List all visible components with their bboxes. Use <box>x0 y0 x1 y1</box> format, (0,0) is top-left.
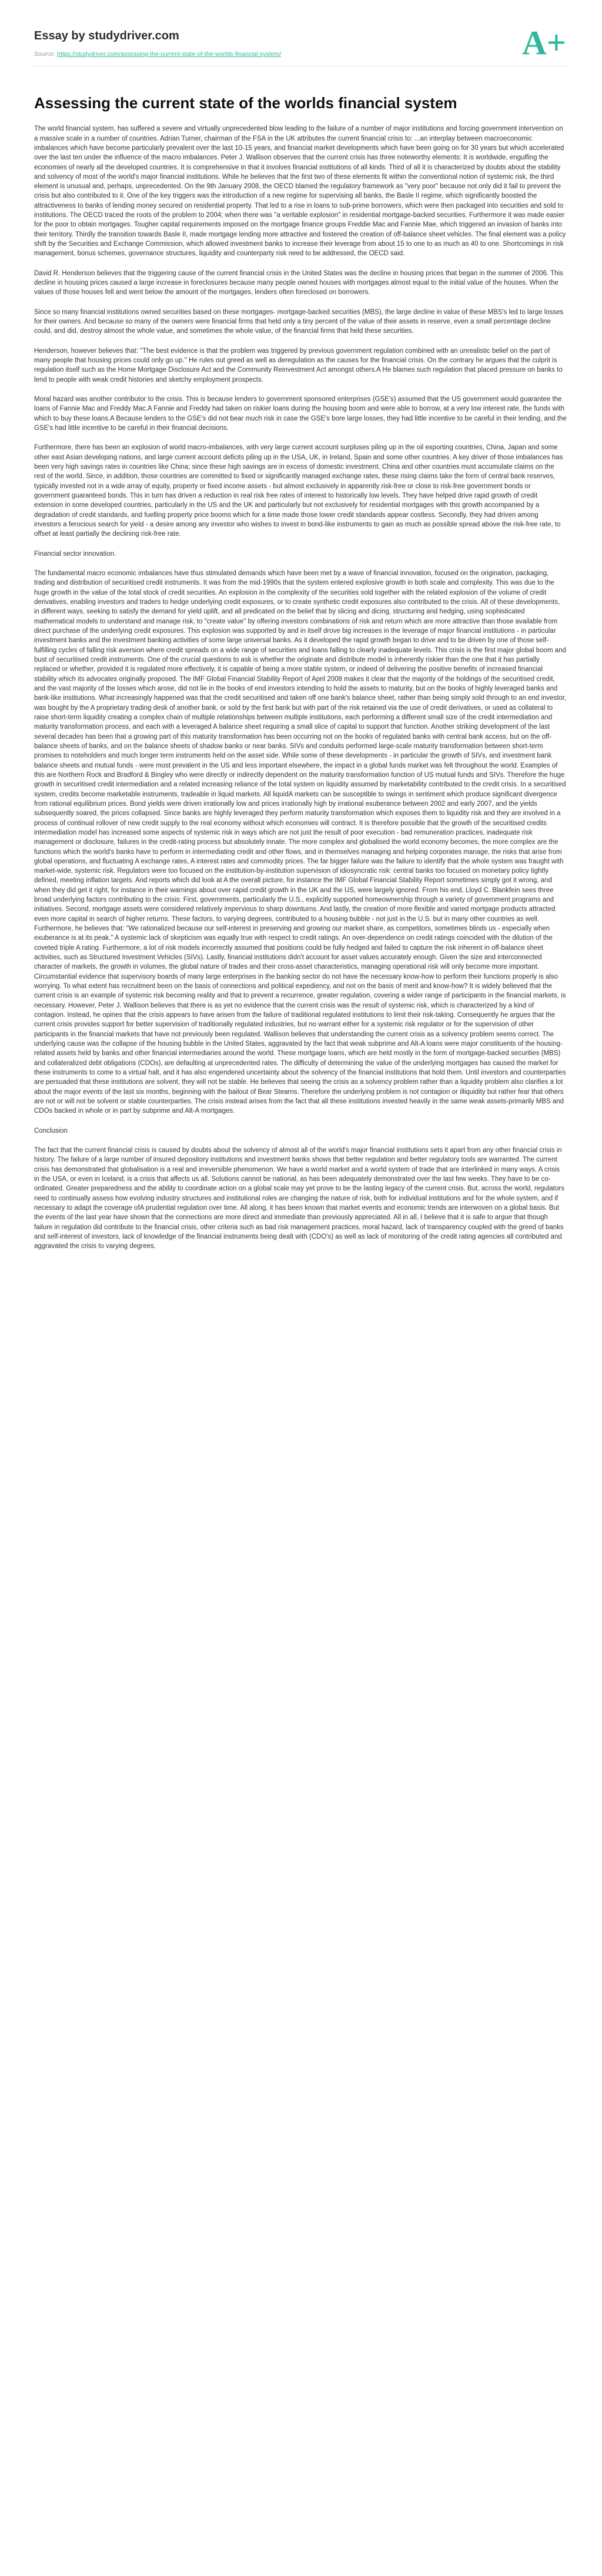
site-title: Essay by studydriver.com <box>34 29 179 42</box>
article-paragraph: Furthermore, there has been an explosion of world macro-imbalances, with very large current account surpluses piling up in the oil exporting countries, China, Japan and some other east Asian developing nations, and large current account deficits piling up in the USA, UK, in Ireland, Spain and some other countries. A key driver of those imbalances has been very high savings rates in countries like China; since these high savings are in excess of domestic investment, China and other countries must accumulate claims on the rest of the world. Since, in addition, those countries are committed to fixed or significantly managed exchange rates, these rising claims take the form of central bank reserves, typically invested not in a wide array of equity, property or fixed income assets - but almost exclusively in apparently risk-free or close to risk-free government bonds or government guaranteed bonds. This in turn has driven a reduction in real risk free rates of interest to historically low levels. They have helped drive rapid growth of credit extension in some developed countries, particularly in the US and the UK and particularly but not exclusively for residential mortgages with this growth accompanied by a degradation of credit standards, and fuelling property price booms which for a time made those lower credit standards appear costless. Secondly, they had driven among investors a ferocious search for yield - a desire among any investor who wishes to invest in bond-like instruments to gain as much as possible spread above the risk-free rate, to offset at least partially the declining risk-free rate. <box>34 444 563 538</box>
article-paragraph: The fact that the current financial crisis is caused by doubts about the solvency of almost all of the world's major financial institutions sets it apart from any other financial crisis in history. The failure of a large number of insured depository institutions and investment banks shows that better regulation and better regulatory tools are warranted. The current crisis has demonstrated that globalisation is a real and irreversible phenomenon. We have a world market and a world system of trade that are interlinked in many ways. A crisis in the USA, or even in Iceland, is a crisis that affects us all. Solutions cannot be national, as has been adequately demonstrated over the last few weeks. They have to be co-ordinated. Greater preparedness and the ability to coordinate action on a global scale may yet prove to be the lasting legacy of the current crisis. But, across the world, regulators need to continually assess how evolving industry structures and institutional roles are changing the nature of risk, both for individual institutions and for the whole system, and if necessary to adapt the coverage ofA prudential regulation over time. All along, it has been known that market events and economic trends are interwoven on a global basis. But the events of the last year have shown that the connections are more direct and immediate than previously appreciated. All in all, I believe that it is safe to argue that though failure in regulation did contribute to the financial crisis, other criteria such as bad risk management practices, moral hazard, lack of transparency coupled with the greed of banks and self-interest of investors, lack of knowledge of the financial instruments being dealt with (CDO's) as well as lack of monitoring of the credit rating agencies all contributed and aggravated the crisis to varying degrees. <box>34 1147 564 1250</box>
article <box>34 94 567 1262</box>
source-line <box>34 51 281 58</box>
article-paragraph: The fundamental macro economic imbalances have thus stimulated demands which have been met by a wave of financial innovation, focused on the origination, packaging, trading and distribution of securitised credit instruments. It was from the mid-1990s that the system entered explosive growth in both scale and complexity. This was due to the huge growth in the value of the total stock of credit securities. An explosion in the complexity of the securities sold together with the related explosion of the volume of credit derivatives, enabling investors and traders to hedge underlying credit exposures, or to create synthetic credit exposures also contributed to the crisis. All of these developments, in different ways, seeking to satisfy the demand for yield uplift, and all predicated on the belief that by slicing and dicing, structuring and hedging, using sophisticated mathematical models to understand and manage risk, to "create value" by offering investors combinations of risk and return which are more attractive than those available from direct purchase of the underlying credit exposures. This explosion was supported by and in itself drove big increases in the leverage of major financial institutions - in particular investment banks and the investment banking activities of some large universal banks. As it developed the rapid growth began to drive and to be driven by one of those self-fulfilling cycles of falling risk aversion where credit spreads on a wide range of securities and loans falling to clearly inadequate levels. This crisis is the first major global boom and bust of securitised credit instruments. One of the crucial questions to ask is whether the originate and distribute model is inherently riskier than the one that it has partially replaced or whether, provided it is regulated more effectively, it is capable of being a more stable system, or indeed of delivering the positive benefits of increased financial stability which its advocates originally proposed. The IMF Global Financial Stability Report of April 2008 makes it clear that the majority of the holdings of the securitised credit, and the vast majority of the losses which arose, did not lie in the books of end investors intending to hold the assets to maturity, but on the books of highly leveraged banks and bank-like institutions. What increasingly happened was that the credit securitised and taken off one bank's balance sheet, rather than being simply sold through to an end investor, was bought by the A proprietary trading desk of another bank, or sold by the first bank but with part of the risk retained via the use of credit derivatives, or used as collateral to raise short-term liquidity creating a complex chain of multiple relationships between multiple institutions, each performing a different small size of the credit intermediation and maturity transformation process, and each with a leveraged A balance sheet requiring a small slice of capital to support that function. Another striking development of the last several decades has been that a growing part of this maturity transformation has been occurring not on the books of regulated banks with central bank access, but on the off-balance sheets of banks, and on the balance sheets of shadow banks or near banks. SIVs and conduits performed large-scale maturity transformation between short-term promises to noteholders and much longer term instruments held on the asset side. While some of these developments - in particular the growth of SIVs, and investment bank balance sheets and mutual funds - were most prevalent in the US and less important elsewhere, the impact in a global funds market was felt throughout the world. Examples of this are Northern Rock and Bradford & Bingley who were directly or indirectly dependent on the maturity transformation function of US mutual funds and SIVs. Therefore the huge growth in securitised credit intermediation and a related increasing reliance of the total system on liquidity assumed by marketability contributed to the credit crisis. In a securitised system, credits become marketable instruments, tradeable in liquid markets. All liquidA markets can be susceptible to swings in sentiment which produce significant divergence from rational equilibrium prices. Bond yields were driven irrationally low and prices irrationally high by irrational exuberance between 2002 and early 2007, and the yields subsequently soared, the prices collapsed. Since banks are highly leveraged they perform maturity transformation which exposes them to liquidity risk and they are involved in a process of continual rollover of new credit supply to the real economy without which economies will contract. It is therefore possible that the growth of the securitised credits intermediation model has increased some aspects of systemic risk in ways which are not just the result of poor execution - bad remuneration practices, inadequate risk management or disclosure, failures in the credit-rating process but absolutely innate. The more complex and globalised the world economy becomes, the more complex are the functions which the world's banks have to perform in intermediating credit and other flows, and in themselves managing and helping corporates manage, the risks that arise from global operations, and fluctuating A exchange rates, A interest rates and commodity prices. The far bigger failure was the failure to identify that the whole system was fraught with market-wide, systemic risk. Regulators were too focused on the institution-by-institution supervision of idiosyncratic risk: central banks too focused on monetary policy tightly defined, meeting inflation targets. And reports which did look at A the overall picture, for instance the IMF Global Financial Stability Report sometimes simply got it wrong, and when they did get it right, for instance in their warnings about over rapid credit growth in the UK and the US, were largely ignored. From his end, Lloyd C. Blankfein sees three broad underlying factors contributing to the crisis: First, governments, particularly the U.S., explicitly supported homeownership through a variety of government programs and initiatives. Second, mortgage assets were considered relatively impervious to sharp downturns. And lastly, the creation of more flexible and varied mortgage products attracted even more capital in search of higher returns. These factors, to varying degrees, contributed to a housing bubble - not just in the U.S. but in many other countries as well. Furthermore, he believes that: "We rationalized because our self-interest in preserving and growing our market share, as competitors, sometimes blinds us - especially when exuberance is at its peak." A systemic lack of skepticism was equally true with respect to credit ratings. An over-dependence on credit ratings coincided with the dilution of the coveted triple A rating. Furthermore, a lot of risk models incorrectly assumed that positions could be fully hedged and failed to capture the risk inherent in off-balance sheet activities, such as Structured Investment Vehicles (SIVs). Lastly, financial institutions didn't account for asset values accurately enough. Given the size and interconnected character of markets, the growth in volumes, the global nature of trades and their cross-asset characteristics, managing operational risk will only become more important. Circumstantial evidence that supervisory boards of many large enterprises in the banking sector do not have the necessary know-how to perform their functions properly is also worrying. To what extent has recruitment been on the basis of connections and political expediency, and not on the basis of merit and know-how? It is widely believed that the current crisis is an example of systemic risk becoming reality and that to prevent a recurrence, greater regulation, covering a wider range of participants in the financial markets, is necessary. However, Peter J. Wallison believes that there is as yet no evidence that the current crisis was the result of systemic risk, which is characterized by a kind of contagion. Instead, he opines that the crisis appears to have arisen from the failure of traditional regulated institutions to limit their risk-taking. Consequently he argues that the current crisis provides support for better supervision of traditionally regulated industries, but no warrant either for a systemic risk regulator or for the supervision of other participants in the financial markets that have not previously been regulated. Wallison believes that understanding the current crisis as a solvency problem seems correct. The underlying cause was the collapse of the housing bubble in the United States, aggravated by the fact that weak subprime and Alt-A loans were major constituents of the housing-related assets held by banks and other financial intermediaries around the world. These mortgage loans, which are held mostly in the form of mortgage-backed securities (MBS) and collateralized debt obligations (CDOs), are defaulting at unprecedented rates. The difficulty of determining the value of the underlying mortgages has caused the market for these instruments to come to a virtual halt, and it has also engendered uncertainty about the solvency of the financial institutions that hold them. Until investors and counterparties are persuaded that these institutions are solvent, they will not be stable. He believes that seeing the crisis as a solvency problem rather than a liquidity problem also clarifies a lot about the major events of the last six months, beginning with the bailout of Bear Stearns. Therefore the underlying problem is not contagion or illiquidity but rather fear that others are not or will not be solvent or stable counterparties. The crisis instead arises from the fact that all these institutions invested heavily in the same weak assets-primarily MBS and CDOs backed in whole or in part by subprime and Alt-A mortgages. <box>34 569 567 1115</box>
article-paragraph: David R. Henderson believes that the triggering cause of the current financial crisis in the United States was the decline in housing prices that began in the summer of 2006. This decline in housing prices caused a large increase in foreclosures because many people owned houses with mortgages almost equal to the initial value of the houses. When the values of those houses fell and went below the amount of the mortgages, lenders often foreclosed on borrowers. <box>34 269 563 296</box>
source-link[interactable]: https://studydriver.com/assessing-the-current-state-of-the-worlds-financial-system/ <box>57 51 282 58</box>
conclusion-heading: Conclusion <box>34 1127 68 1134</box>
article-paragraph: Since so many financial institutions owned securities based on these mortgages- mortgage-backed securities (MBS), the large decline in value of these MBS's led to large losses for their owners. And because so many of the owners were financial firms that held only a tiny percent of the value of their assets in reserve, even a small percentage decline could, and did, destroy almost the whole value, and sometimes the whole value, of the financial firms that held these securities. <box>34 308 564 335</box>
page-header <box>0 0 602 71</box>
section-heading: Financial sector innovation. <box>34 550 116 558</box>
source-label: Source: <box>34 51 56 58</box>
article-paragraph: Henderson, however believes that: "The best evidence is that the problem was triggered by previous government regulation combined with an unrealistic belief on the part of many people that housing prices could only go up." He rules out greed as well as deregulation as the causes for the financial crisis. On the contrary he argues that the culprit is regulation itself such as the Home Mortgage Disclosure Act and the Community Reinvestment Act amongst others.A He blames such regulation that placed pressure on banks to lend to people with weak credit histories and sketchy employment prospects. <box>34 347 563 383</box>
logo-letter: A+ <box>522 24 566 62</box>
article-title: Assessing the current state of the worlds financial system <box>34 94 457 112</box>
article-paragraph: Moral hazard was another contributor to the crisis. This is because lenders to government sponsored enterprises (GSE's) assumed that the US government would guarantee the loans of Fannie Mac and Freddy Mac.A Fannie and Freddy had taken on riskier loans during the housing boom and were able to borrow, at a very low interest rate, the funds with which to buy these loans.A Because lenders to the GSE's did not bear much risk in case the GSE's bore large losses, they had little incentive to be careful in their lending, and the GSE's had little incentive to be careful in their financial decisions. <box>34 396 567 432</box>
aplus-logo-icon <box>516 18 567 62</box>
article-paragraph: The world financial system, has suffered a severe and virtually unprecedented blow leading to the failure of a number of major institutions and forcing government intervention on a massive scale in a number of countries. Adrian Turner, chairman of the FSA in the UK attributes the current financial crisis to: ...an interplay between macroeconomic imbalances which have become particularly prevalent over the last 10-15 years, and financial market developments which have been going on for 30 years but which accelerated over the last ten under the influence of the macro imbalances. Peter J. Wallison observes that the current crisis has three noteworthy elements: It is worldwide, engulfing the economies of nearly all the developed countries. It is comprehensive in that it involves financial institutions of all kinds. Third of all it is characterized by doubts about the stability and solvency of most of the world's major financial institutions. While he believes that the first two of these elements fit within the conventional notion of systemic risk, the third element is unusual and, perhaps, unprecedented. On the 9th January 2008, the OECD blamed the regulatory framework as "very poor" because not only did it fail to prevent the crisis but also contributed to it. One of the key triggers was the introduction of a new regime for supervising all banks, the Basle II regime, which significantly boosted the attractiveness to banks of lending money secured on residential property. That led to a rise in loans to sub-prime borrowers, which were then packaged into securities and sold to institutions. The OECD traced the roots of the problem to 2004; when there was "a veritable explosion" in residential mortgage-backed securities. Furthermore it was made easier for the poor to obtain mortgages. Tougher capital requirements imposed on the mortgage finance groups Freddie Mac and Fannie Mae, which triggered an invasion of banks into their territory. Thirdly the transition towards Basle II, made mortgage lending more attractive and fostered the creation of off-balance sheet vehicles. The final element was a policy shift by the Securities and Exchange Commission, which allowed investment banks to increase their leverage from about 15 to one to as much as 40 to one. Shortcomings in risk management, bonus schemes, governance structures, liquidity and counterparty risk need to be addressed, the OECD said. <box>34 125 566 258</box>
